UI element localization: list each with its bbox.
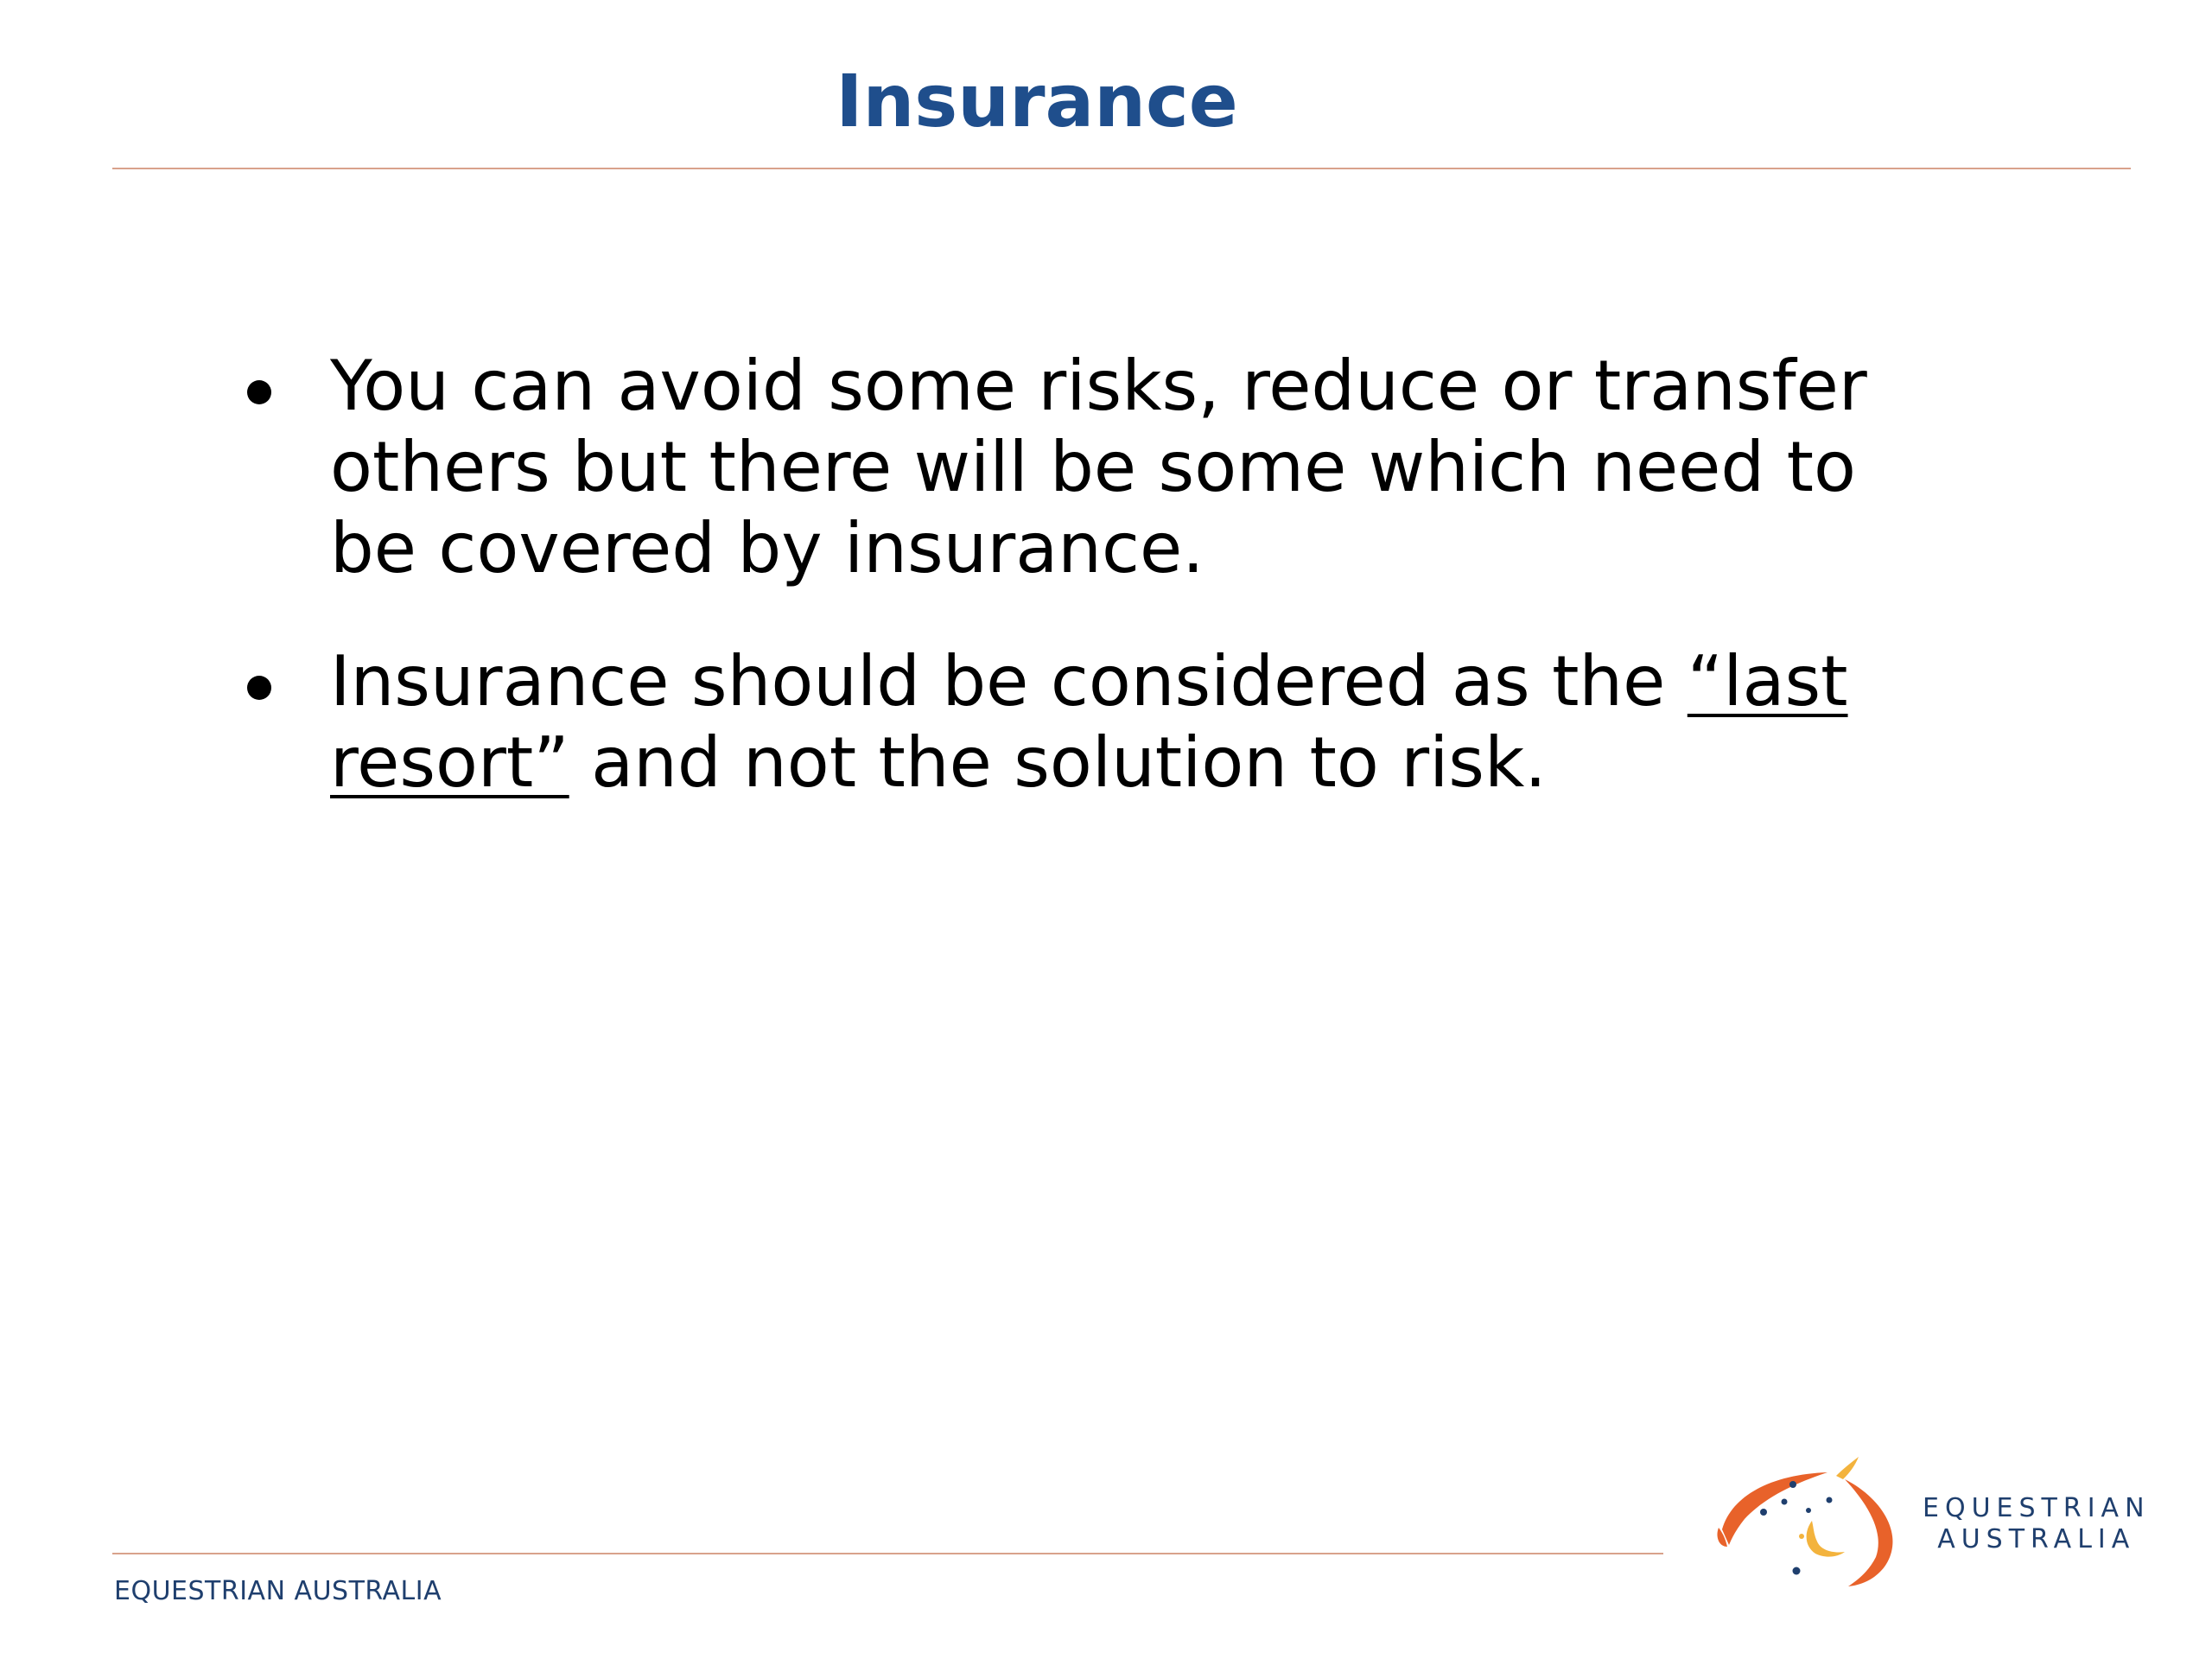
title-divider <box>112 168 2131 169</box>
bullet-list <box>233 346 1961 855</box>
footer-org-name: EQUESTRIAN AUSTRALIA <box>114 1576 442 1606</box>
bullet-text: Insurance should be considered as the <box>330 641 1688 721</box>
bullet-text-end: and not the solution to risk. <box>569 722 1547 803</box>
footer-divider <box>112 1553 1663 1554</box>
logo-line-1: EQUESTRIAN <box>1923 1493 2151 1523</box>
logo-line-2: AUSTRALIA <box>1937 1524 2136 1554</box>
logo-wordmark <box>1923 1493 2151 1555</box>
bullet-icon <box>247 676 271 700</box>
bullet-icon <box>247 380 271 404</box>
bullet-text: You can avoid some risks, reduce or transfer others but there will be some which need to be covered by insurance. <box>330 346 1867 588</box>
slide-title: Insurance <box>836 59 1238 143</box>
underlined-phrase: “last resort” <box>330 641 1848 803</box>
bullet-item <box>233 346 1961 589</box>
bullet-item <box>233 641 1961 804</box>
equestrian-australia-logo-icon <box>1707 1450 1914 1605</box>
organization-logo <box>1707 1450 2156 1605</box>
